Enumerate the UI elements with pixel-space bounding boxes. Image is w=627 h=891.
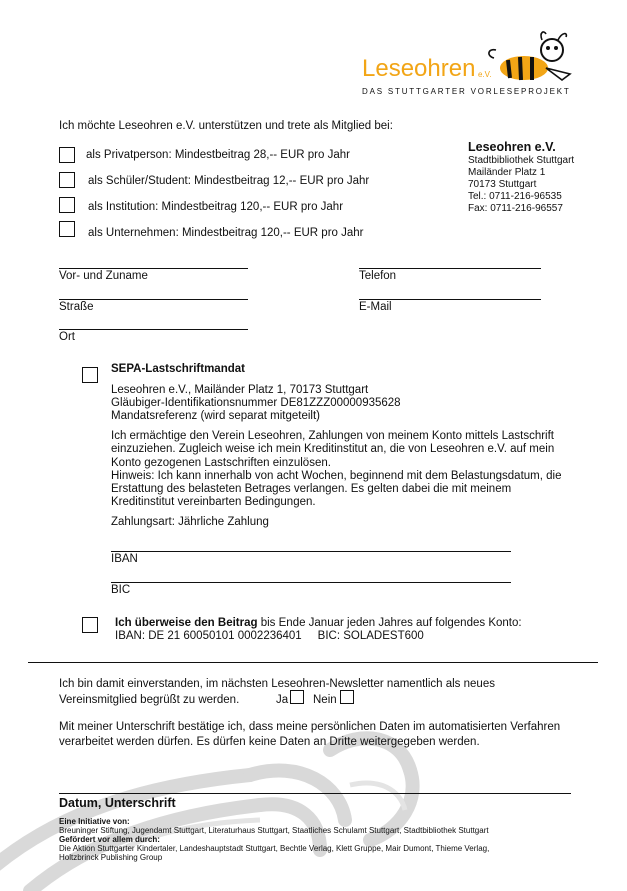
sepa-authorization-line: einzuziehen. Zugleich weise ich mein Kreditinstitut an, die von Leseohren e.V. auf mein <box>111 443 555 456</box>
option-private-checkbox[interactable] <box>59 147 75 163</box>
name-field[interactable] <box>59 268 248 269</box>
city-field[interactable] <box>59 329 248 330</box>
bic-field-label: BIC <box>111 584 131 596</box>
bic-field[interactable] <box>111 582 511 583</box>
newsletter-yes-label: Ja <box>276 694 289 706</box>
footer-sponsored-list: Die Aktion Stuttgarter Kindertaler, Landeshauptstadt Stuttgart, Bechtle Verlag, Klett Gruppe, Mair Dumont, Thieme Verlag, <box>59 844 490 853</box>
privacy-consent-line: Mit meiner Unterschrift bestätige ich, dass meine persönlichen Daten im automatisierten Verfahren <box>59 721 561 733</box>
privacy-consent-line: verarbeitet werden dürfen. Es dürfen keine Daten an Dritte weitergegeben werden. <box>59 736 480 748</box>
sepa-authorization-text <box>111 430 581 510</box>
address-fax: Fax: 0711-216-96557 <box>468 203 563 214</box>
footer-sponsored-title: Gefördert vor allem durch: <box>59 835 160 844</box>
section-divider <box>28 662 598 663</box>
street-field-label: Straße <box>59 301 94 313</box>
sepa-authorization-line: Erstattung des belasteten Betrages verlangen. Es gelten dabei die mit meinem <box>111 483 512 496</box>
newsletter-consent-line1: Ich bin damit einverstanden, im nächsten Leseohren-Newsletter namentlich als neues <box>59 678 495 690</box>
logo-suffix: e.V. <box>478 70 492 79</box>
sepa-authorization-line: Hinweis: Ich kann innerhalb von acht Wochen, beginnend mit dem Belastungsdatum, die <box>111 469 562 482</box>
bank-transfer-rest: bis Ende Januar jeden Jahres auf folgendes Konto: <box>257 617 522 629</box>
street-field[interactable] <box>59 299 248 300</box>
newsletter-consent-line2: Vereinsmitglied begrüßt zu werden. <box>59 694 240 706</box>
phone-field-label: Telefon <box>359 270 397 282</box>
bank-transfer-checkbox[interactable] <box>82 617 98 633</box>
sepa-creditor-id: Gläubiger-Identifikationsnummer DE81ZZZ00000935628 <box>111 397 401 409</box>
option-private-label: als Privatperson: Mindestbeitrag 28,-- EUR pro Jahr <box>86 149 350 161</box>
bank-transfer-account: IBAN: DE 21 60050101 0002236401 BIC: SOLADEST600 <box>115 630 424 642</box>
logo-tagline: DAS STUTTGARTER VORLESEPROJEKT <box>362 87 571 96</box>
option-student-label: als Schüler/Student: Mindestbeitrag 12,-- EUR pro Jahr <box>88 175 370 187</box>
sepa-authorization-line: Konto gezogenen Lastschriften einzulösen. <box>111 456 331 469</box>
sepa-authorization-line: Ich ermächtige den Verein Leseohren, Zahlungen von meinem Konto mittels Lastschrift <box>111 430 554 442</box>
footer-initiative-title: Eine Initiative von: <box>59 817 130 826</box>
address-line: Mailänder Platz 1 <box>468 167 546 178</box>
sepa-mandate-checkbox[interactable] <box>82 367 98 383</box>
logo-brand: Leseohren <box>362 55 476 82</box>
address-phone: Tel.: 0711-216-96535 <box>468 191 562 202</box>
option-institution-checkbox[interactable] <box>59 197 75 213</box>
iban-field[interactable] <box>111 551 511 552</box>
option-company-label: als Unternehmen: Mindestbeitrag 120,-- EUR pro Jahr <box>88 227 364 239</box>
bank-transfer-text <box>115 617 522 630</box>
sepa-authorization-line: Kreditinstitut vereinbarten Bedingungen. <box>111 496 316 509</box>
bank-transfer-bold: Ich überweise den Beitrag <box>115 617 258 629</box>
sepa-mandate-reference: Mandatsreferenz (wird separat mitgeteilt) <box>111 410 320 422</box>
address-line: Stadtbibliothek Stuttgart <box>468 155 575 166</box>
option-student-checkbox[interactable] <box>59 172 75 188</box>
name-field-label: Vor- und Zuname <box>59 270 148 282</box>
address-line: 70173 Stuttgart <box>468 179 537 190</box>
footer-initiative-list: Breuninger Stiftung, Jugendamt Stuttgart, Literaturhaus Stuttgart, Staatliches Schulamt Stuttgart, Stadtbibliothek Stuttgart <box>59 826 489 835</box>
signature-field[interactable] <box>59 793 571 794</box>
footer-sponsored-list: Holtzbrinck Publishing Group <box>59 853 163 862</box>
newsletter-no-label: Nein <box>313 694 337 706</box>
option-company-checkbox[interactable] <box>59 221 75 237</box>
sepa-creditor: Leseohren e.V., Mailänder Platz 1, 70173 Stuttgart <box>111 384 369 396</box>
sepa-title: SEPA-Lastschriftmandat <box>111 363 245 375</box>
phone-field[interactable] <box>359 268 541 269</box>
newsletter-yes-checkbox[interactable] <box>290 690 304 704</box>
email-field-label: E-Mail <box>359 301 392 313</box>
city-field-label: Ort <box>59 331 75 343</box>
membership-intro: Ich möchte Leseohren e.V. unterstützen und trete als Mitglied bei: <box>59 120 393 132</box>
newsletter-no-checkbox[interactable] <box>340 690 354 704</box>
sepa-payment-type: Zahlungsart: Jährliche Zahlung <box>111 516 269 528</box>
iban-field-label: IBAN <box>111 553 138 565</box>
option-institution-label: als Institution: Mindestbeitrag 120,-- EUR pro Jahr <box>88 201 344 213</box>
address-name: Leseohren e.V. <box>468 140 556 154</box>
email-field[interactable] <box>359 299 541 300</box>
bee-mascot-icon <box>484 28 580 84</box>
signature-label: Datum, Unterschrift <box>59 796 176 810</box>
